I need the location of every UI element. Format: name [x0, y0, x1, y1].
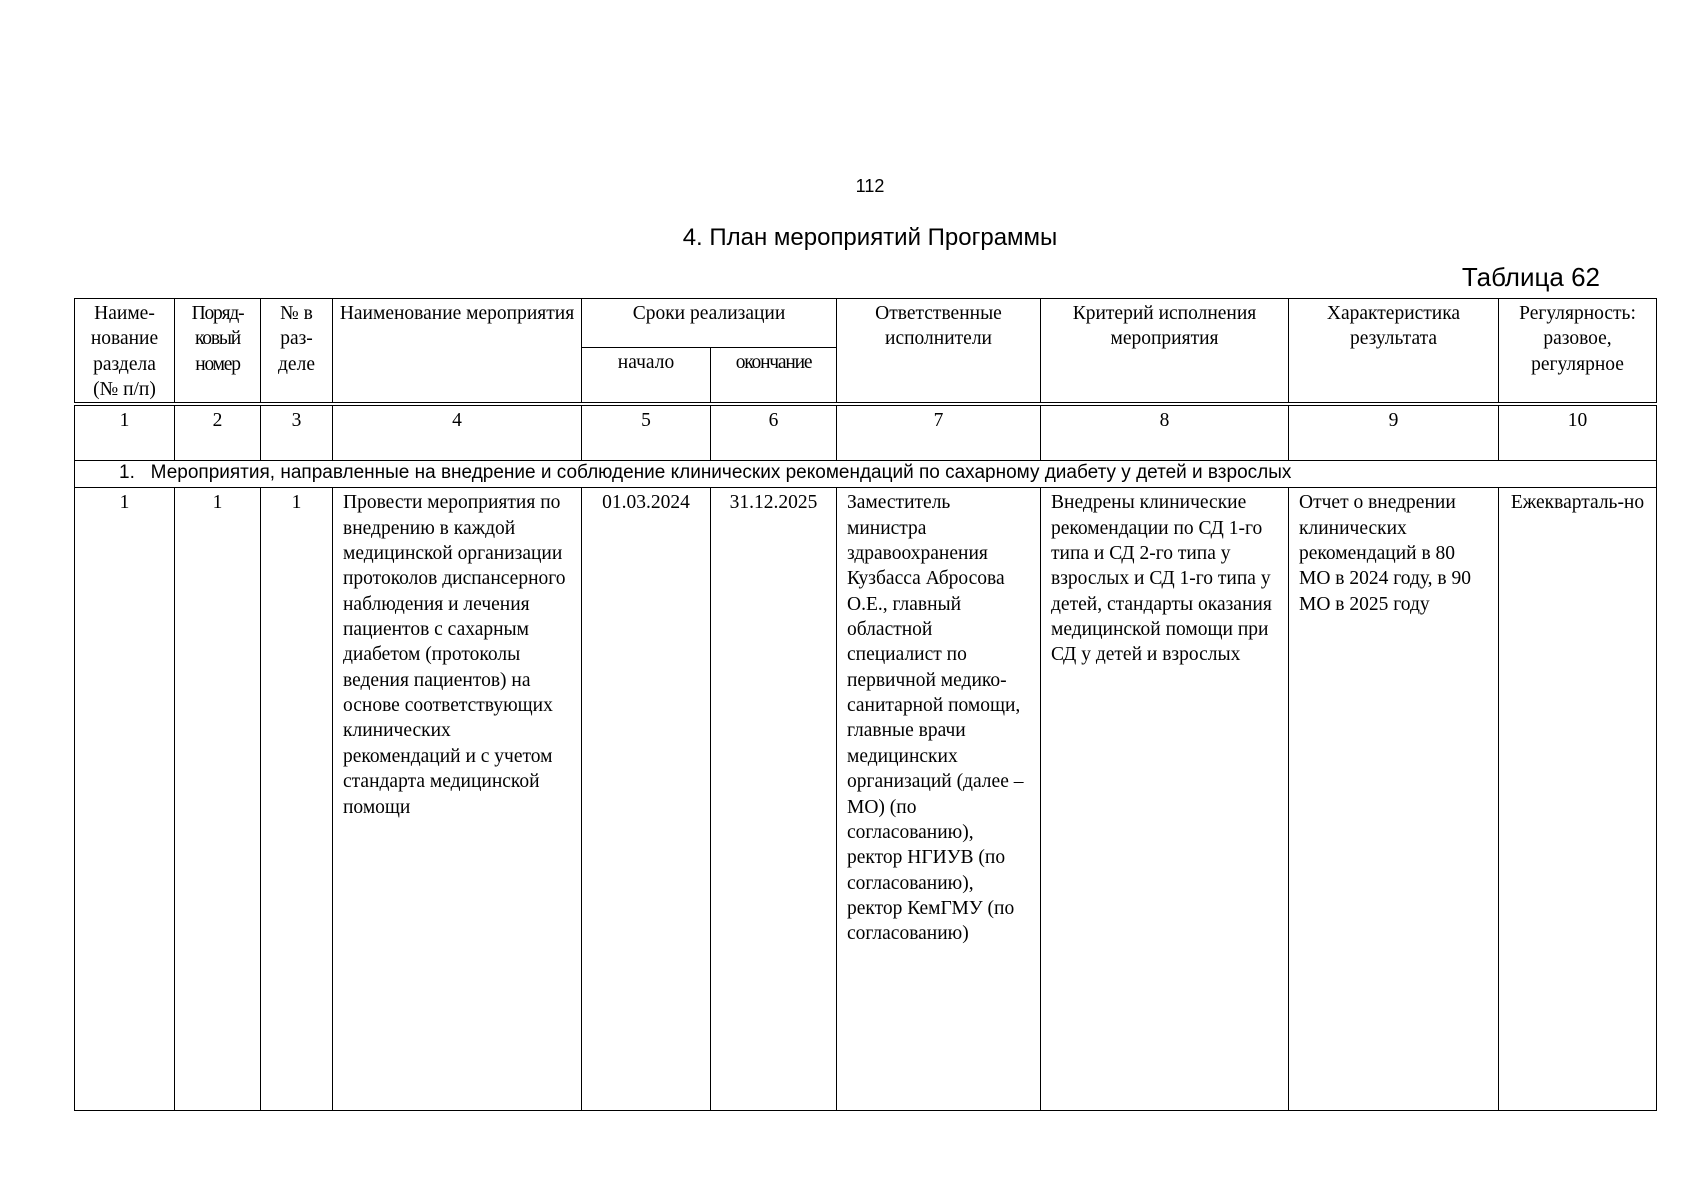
activities-table	[74, 298, 1657, 1111]
cell-section-no: 1	[75, 488, 175, 1111]
header-activity: Наименование мероприятия	[333, 299, 582, 405]
column-number: 9	[1289, 404, 1499, 461]
cell-end-date: 31.12.2025	[711, 488, 837, 1111]
page-title: 4. План мероприятий Программы	[682, 224, 1058, 251]
cell-activity: Провести мероприятия по внедрению в каждой медицинской организации протоколов диспансерного наблюдения и лечения пациентов с сахарным диабетом (протоколы ведения пациентов) на основе соответствующих клинических рекомендаций и с учетом стандарта медицинской помощи	[333, 488, 582, 1111]
column-number: 2	[175, 404, 261, 461]
header-end: окончание	[711, 348, 837, 405]
cell-criterion: Внедрены клинические рекомендации по СД 1-го типа и СД 2-го типа у взрослых и СД 1-го типа у детей, стандарты оказания медицинской помощи при СД у детей и взрослых	[1041, 488, 1289, 1111]
header-result: Характеристика результата	[1289, 299, 1499, 405]
header-regularity: Регулярность: разовое, регулярное	[1499, 299, 1657, 405]
column-number: 7	[837, 404, 1041, 461]
cell-number-in-section: 1	[261, 488, 333, 1111]
cell-ordinal: 1	[175, 488, 261, 1111]
column-number: 3	[261, 404, 333, 461]
section-heading: 1. Мероприятия, направленные на внедрение и соблюдение клинических рекомендаций по сахарному диабету у детей и взрослых	[75, 461, 1657, 488]
cell-start-date: 01.03.2024	[582, 488, 711, 1111]
header-section-name: Наиме-нование раздела (№ п/п)	[75, 299, 175, 405]
cell-result: Отчет о внедрении клинических рекомендаций в 80 МО в 2024 году, в 90 МО в 2025 году	[1289, 488, 1499, 1111]
column-number: 8	[1041, 404, 1289, 461]
table-label: Таблица 62	[1461, 262, 1600, 292]
column-number: 6	[711, 404, 837, 461]
column-number: 5	[582, 404, 711, 461]
cell-responsible: Заместитель министра здравоохранения Кузбасса Абросова О.Е., главный областной специалист по первичной медико-санитарной помощи, главные врачи медицинских организаций (далее – МО) (по согласованию), ректор НГИУВ (по согласованию), ректор КемГМУ (по согласованию)	[837, 488, 1041, 1111]
column-number: 1	[75, 404, 175, 461]
page-number: 112	[855, 176, 885, 196]
column-number: 10	[1499, 404, 1657, 461]
header-ordinal: Поряд-ковый номер	[175, 299, 261, 405]
column-number: 4	[333, 404, 582, 461]
header-start: начало	[582, 348, 711, 405]
table-row	[75, 488, 1657, 1111]
header-responsible: Ответственные исполнители	[837, 299, 1041, 405]
header-timeframe: Сроки реализации	[582, 299, 837, 348]
header-criterion: Критерий исполнения мероприятия	[1041, 299, 1289, 405]
header-number-in-section: № в раз-деле	[261, 299, 333, 405]
cell-regularity: Ежекварталь-но	[1499, 488, 1657, 1111]
